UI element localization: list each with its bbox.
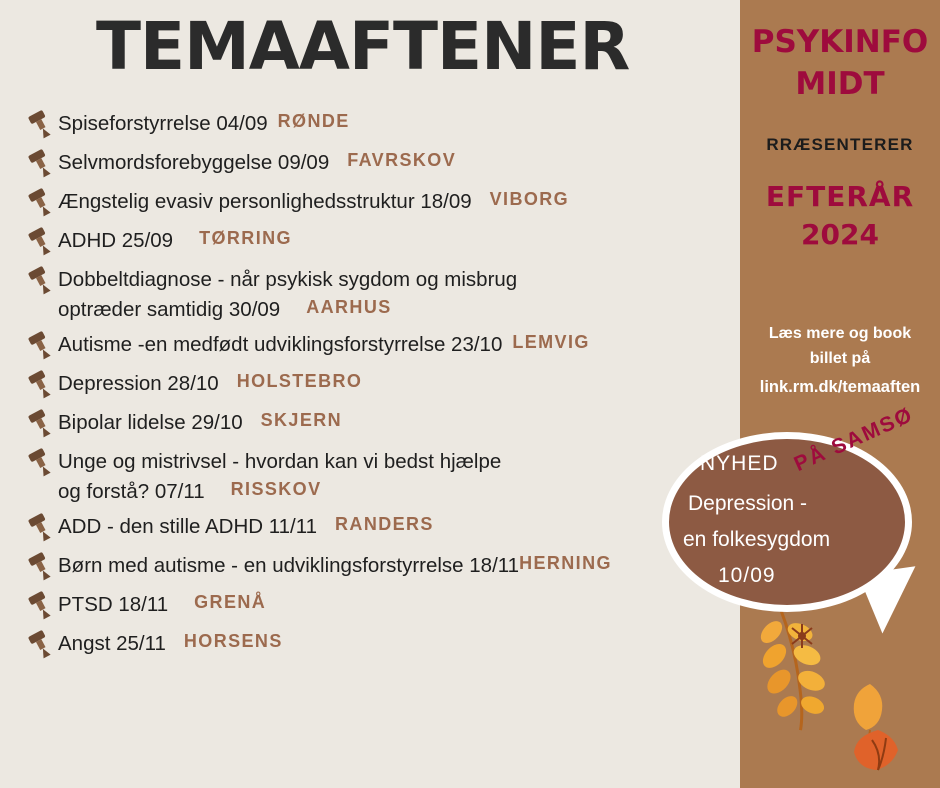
event-title: Angst 25/11 (58, 632, 166, 656)
list-item[interactable] (24, 550, 740, 584)
list-item[interactable] (24, 329, 740, 363)
pushpin-icon (24, 331, 58, 361)
brand-name-line1: PSYKINFO (751, 24, 929, 60)
presents-label: RRÆSENTERER (766, 135, 914, 154)
event-title: Børn med autisme - en udviklingsforstyrrelse 18/11 (58, 554, 520, 578)
pushpin-icon (24, 448, 58, 478)
event-title: PTSD 18/11 (58, 593, 169, 617)
event-city: SKJERN (260, 410, 343, 431)
list-item[interactable] (24, 368, 740, 402)
year-label: 2024 (801, 218, 879, 251)
list-item[interactable] (24, 407, 740, 441)
event-title: Autisme -en medfødt udviklingsforstyrrelse 23/10 (58, 333, 503, 357)
booking-info-line2: billet på (809, 350, 871, 367)
pushpin-icon (24, 591, 58, 621)
event-title: Unge og mistrivsel - hvordan kan vi bedst hjælpe (58, 450, 502, 474)
event-city: GRENÅ (194, 592, 267, 613)
pushpin-icon (24, 110, 58, 140)
event-title: ADD - den stille ADHD 11/11 (58, 515, 318, 539)
event-city: FAVRSKOV (347, 150, 457, 170)
event-city: RØNDE (277, 111, 350, 131)
list-item[interactable] (24, 628, 740, 662)
event-title: Dobbeltdiagnose - når psykisk sygdom og misbrug (58, 268, 518, 291)
page-title: TEMAAFTENER (96, 8, 630, 85)
booking-info-line1: Læs mere og book (768, 325, 912, 342)
event-city: HERNING (519, 553, 612, 574)
event-city: LEMVIG (512, 332, 590, 353)
news-date: 10/09 (718, 564, 776, 587)
event-city: RANDERS (335, 514, 434, 535)
event-title-line2: og forstå? 07/11 (58, 480, 205, 504)
event-title: Selvmordsforebyggelse 09/09 (58, 151, 330, 174)
event-title: ADHD 25/09 (58, 229, 174, 252)
event-list (24, 108, 740, 667)
pushpin-icon (24, 266, 58, 296)
event-city: HORSENS (183, 631, 283, 652)
list-item[interactable] (24, 147, 740, 181)
list-item[interactable] (24, 264, 740, 324)
pushpin-icon (24, 149, 58, 179)
pushpin-icon (24, 630, 58, 660)
list-item[interactable] (24, 446, 740, 506)
season-label: EFTERÅR (765, 180, 915, 213)
brand-name-line2: MIDT (795, 66, 885, 102)
pushpin-icon (24, 513, 58, 543)
list-item[interactable] (24, 225, 740, 259)
list-item[interactable] (24, 108, 740, 142)
pushpin-icon (24, 188, 58, 218)
event-title: Spiseforstyrrelse 04/09 (58, 112, 268, 135)
event-city: AARHUS (306, 297, 392, 318)
list-item[interactable] (24, 511, 740, 545)
event-title-line2: optræder samtidig 30/09 (58, 298, 281, 322)
status-badge: PÅ SAMSØ (790, 403, 917, 477)
news-line1: Depression - (688, 492, 808, 515)
pushpin-icon (24, 409, 58, 439)
event-city: VIBORG (489, 189, 570, 209)
event-title: Depression 28/10 (58, 372, 219, 396)
list-item[interactable] (24, 186, 740, 220)
booking-link[interactable]: link.rm.dk/temaaften (759, 378, 921, 396)
event-city: HOLSTEBRO (236, 371, 363, 392)
news-tag: NYHED (700, 452, 779, 475)
pushpin-icon (24, 552, 58, 582)
pushpin-icon (24, 227, 58, 257)
list-item[interactable] (24, 589, 740, 623)
pushpin-icon (24, 370, 58, 400)
event-city: TØRRING (199, 228, 292, 248)
news-line2: en folkesygdom (683, 528, 831, 551)
event-title: Bipolar lidelse 29/10 (58, 411, 243, 435)
event-title: Ængstelig evasiv personlighedsstruktur 18/09 (58, 190, 472, 213)
event-city: RISSKOV (230, 479, 322, 500)
sidebar (740, 0, 940, 788)
